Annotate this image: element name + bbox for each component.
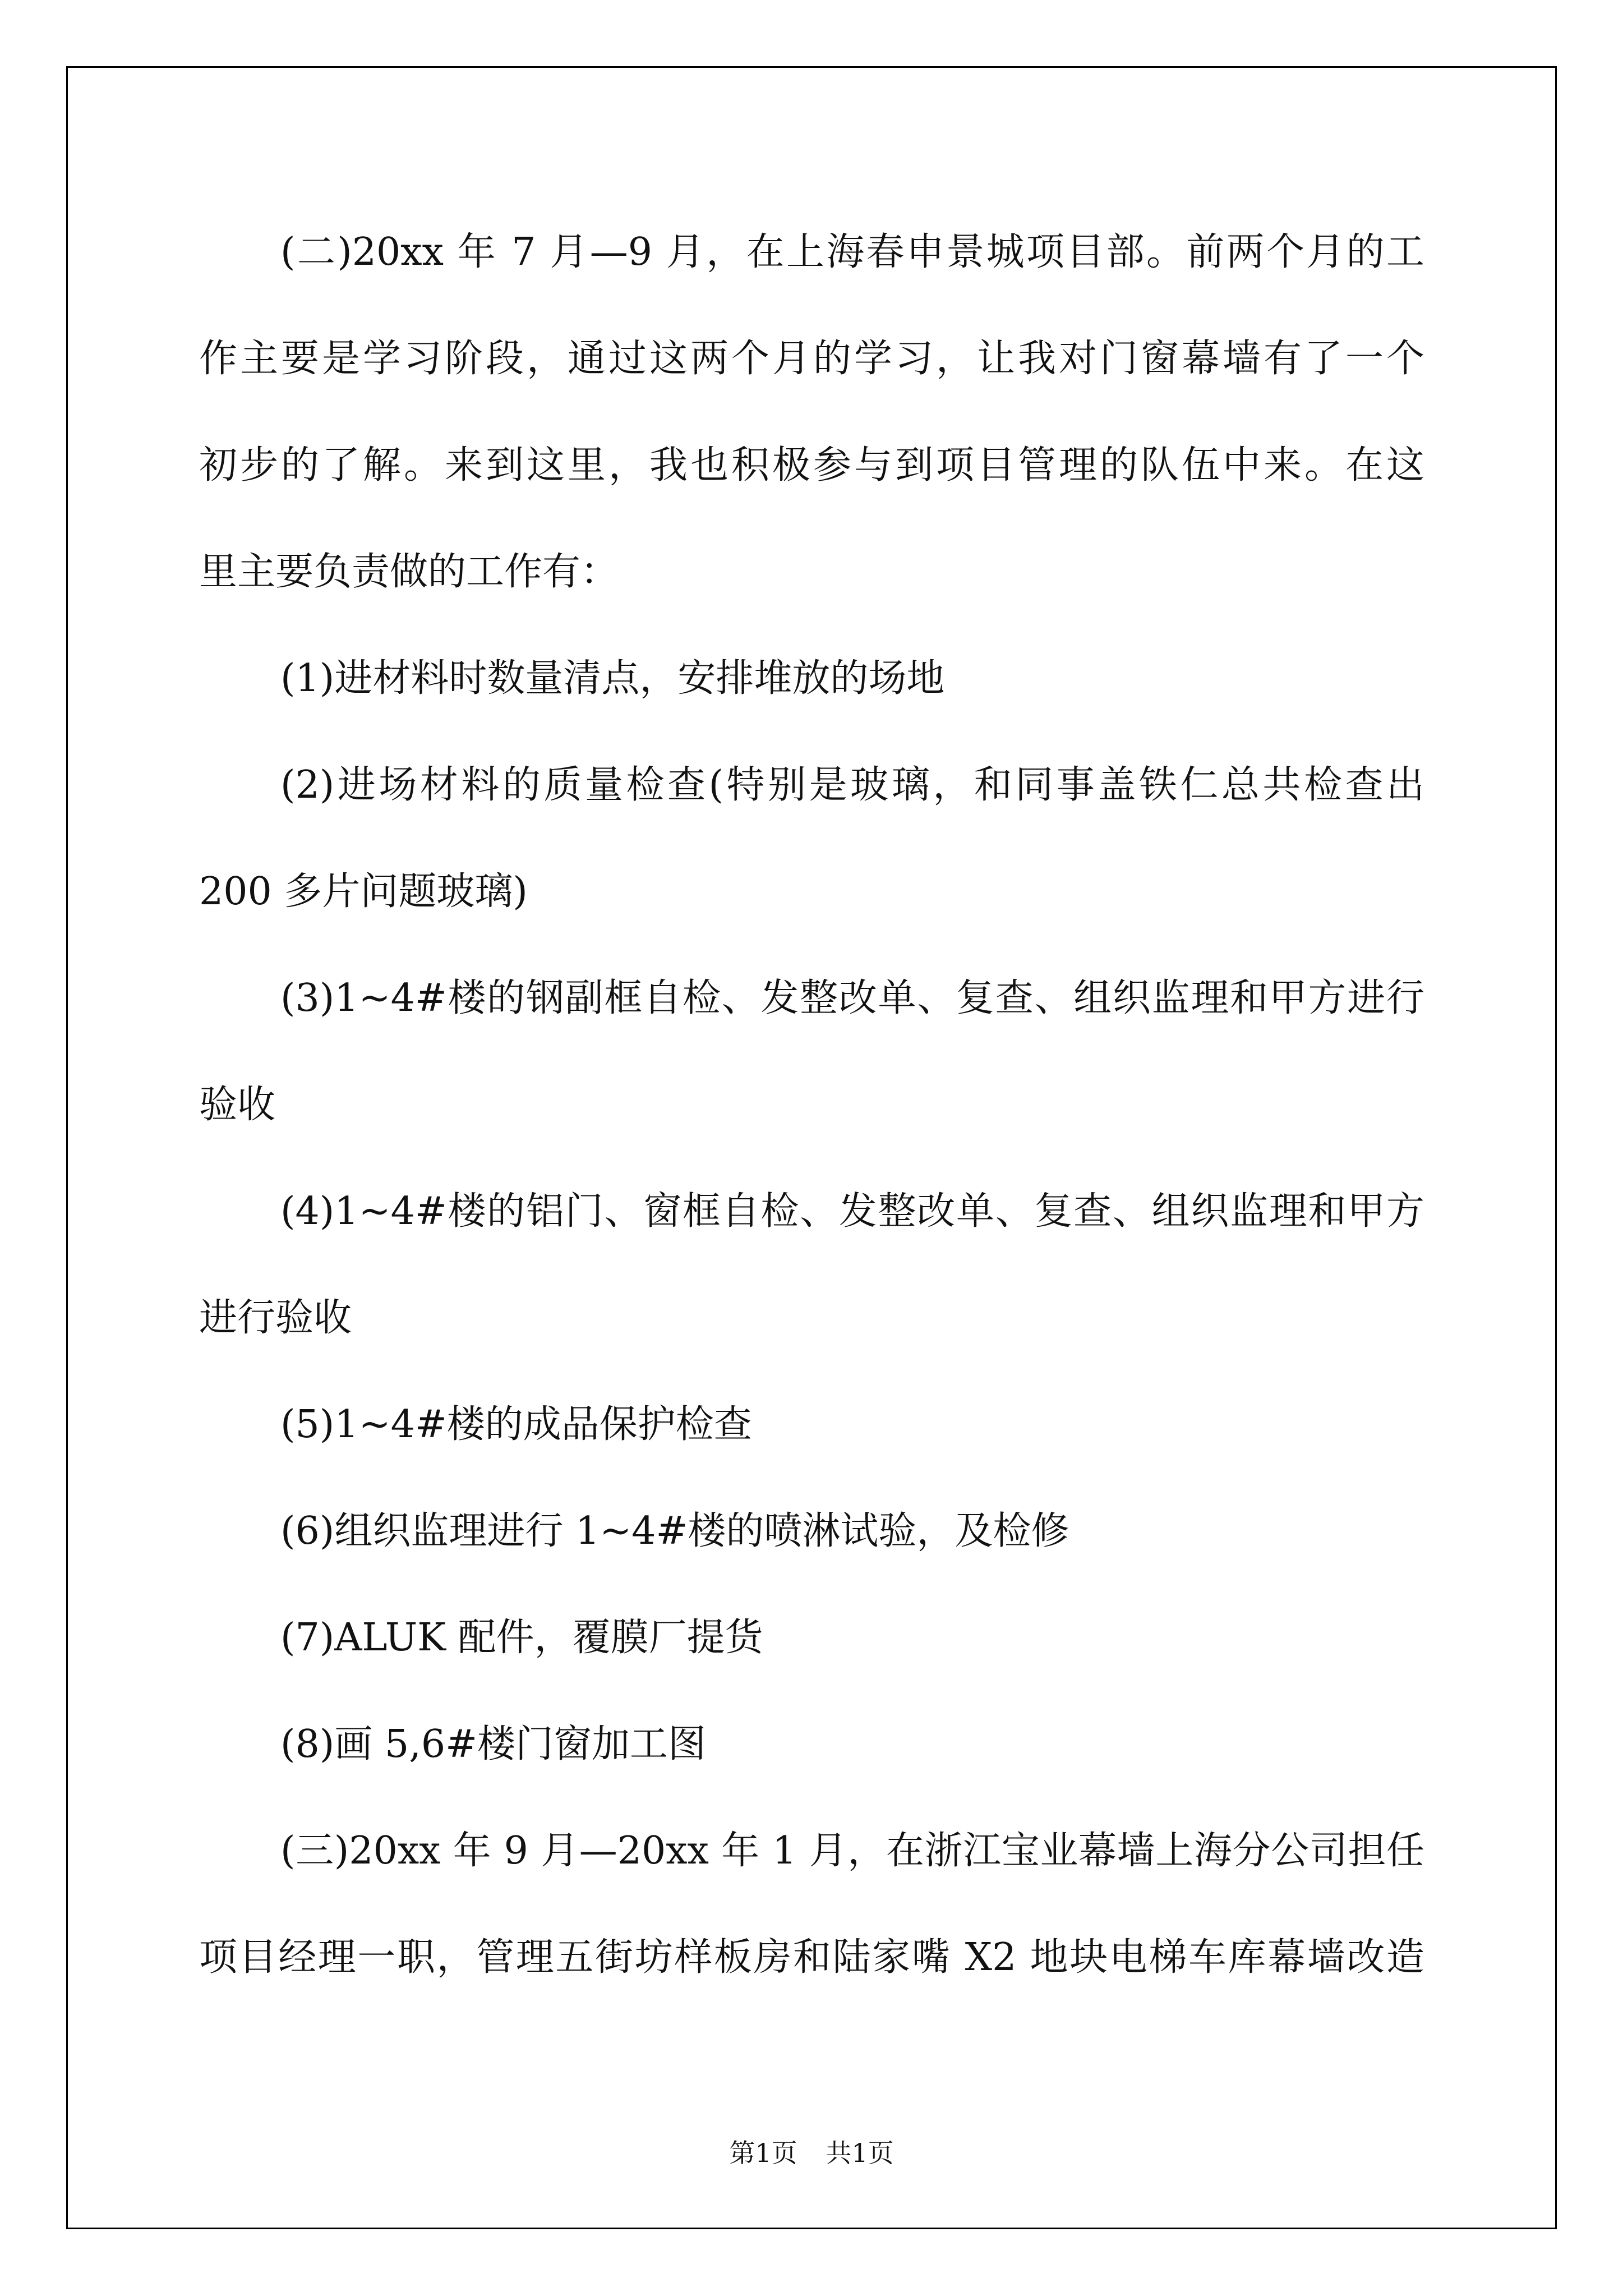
list-item: (2)进场材料的质量检查(特别是玻璃，和同事盖铁仁总共检查出 <box>280 763 1424 807</box>
list-item: (6)组织监理进行 1~4#楼的喷淋试验，及检修 <box>280 1509 1069 1553</box>
list-item: (8)画 5,6#楼门窗加工图 <box>280 1722 707 1766</box>
paragraph-line: (二)20xx 年 7 月—9 月，在上海春申景城项目部。前两个月的工 <box>280 230 1424 274</box>
page-footer <box>0 2136 1623 2170</box>
paragraph-line: 项目经理一职，管理五街坊样板房和陆家嘴 X2 地块电梯车库幕墙改造 <box>199 1935 1424 1980</box>
list-item: (5)1~4#楼的成品保护检查 <box>280 1402 752 1447</box>
paragraph-line: 初步的了解。来到这里，我也积极参与到项目管理的队伍中来。在这 <box>199 443 1424 487</box>
page-total: 共1页 <box>826 2138 894 2168</box>
list-item: (7)ALUK 配件，覆膜厂提货 <box>280 1616 763 1660</box>
page-number: 第1页 <box>729 2138 797 2168</box>
list-item: (3)1~4#楼的钢副框自检、发整改单、复查、组织监理和甲方进行 <box>280 976 1424 1020</box>
list-item: (4)1~4#楼的铝门、窗框自检、发整改单、复查、组织监理和甲方 <box>280 1189 1424 1234</box>
page-frame <box>66 66 1557 2229</box>
paragraph-line: 作主要是学习阶段，通过这两个月的学习，让我对门窗幕墙有了一个 <box>199 337 1424 381</box>
list-item-continuation: 进行验收 <box>199 1296 352 1340</box>
paragraph-line: (三)20xx 年 9 月—20xx 年 1 月，在浙江宝业幕墙上海分公司担任 <box>280 1829 1424 1873</box>
paragraph-line: 里主要负责做的工作有： <box>199 550 619 594</box>
list-item-continuation: 200 多片问题玻璃) <box>199 869 528 914</box>
list-item-continuation: 验收 <box>199 1083 276 1127</box>
list-item: (1)进材料时数量清点，安排堆放的场地 <box>280 656 945 701</box>
